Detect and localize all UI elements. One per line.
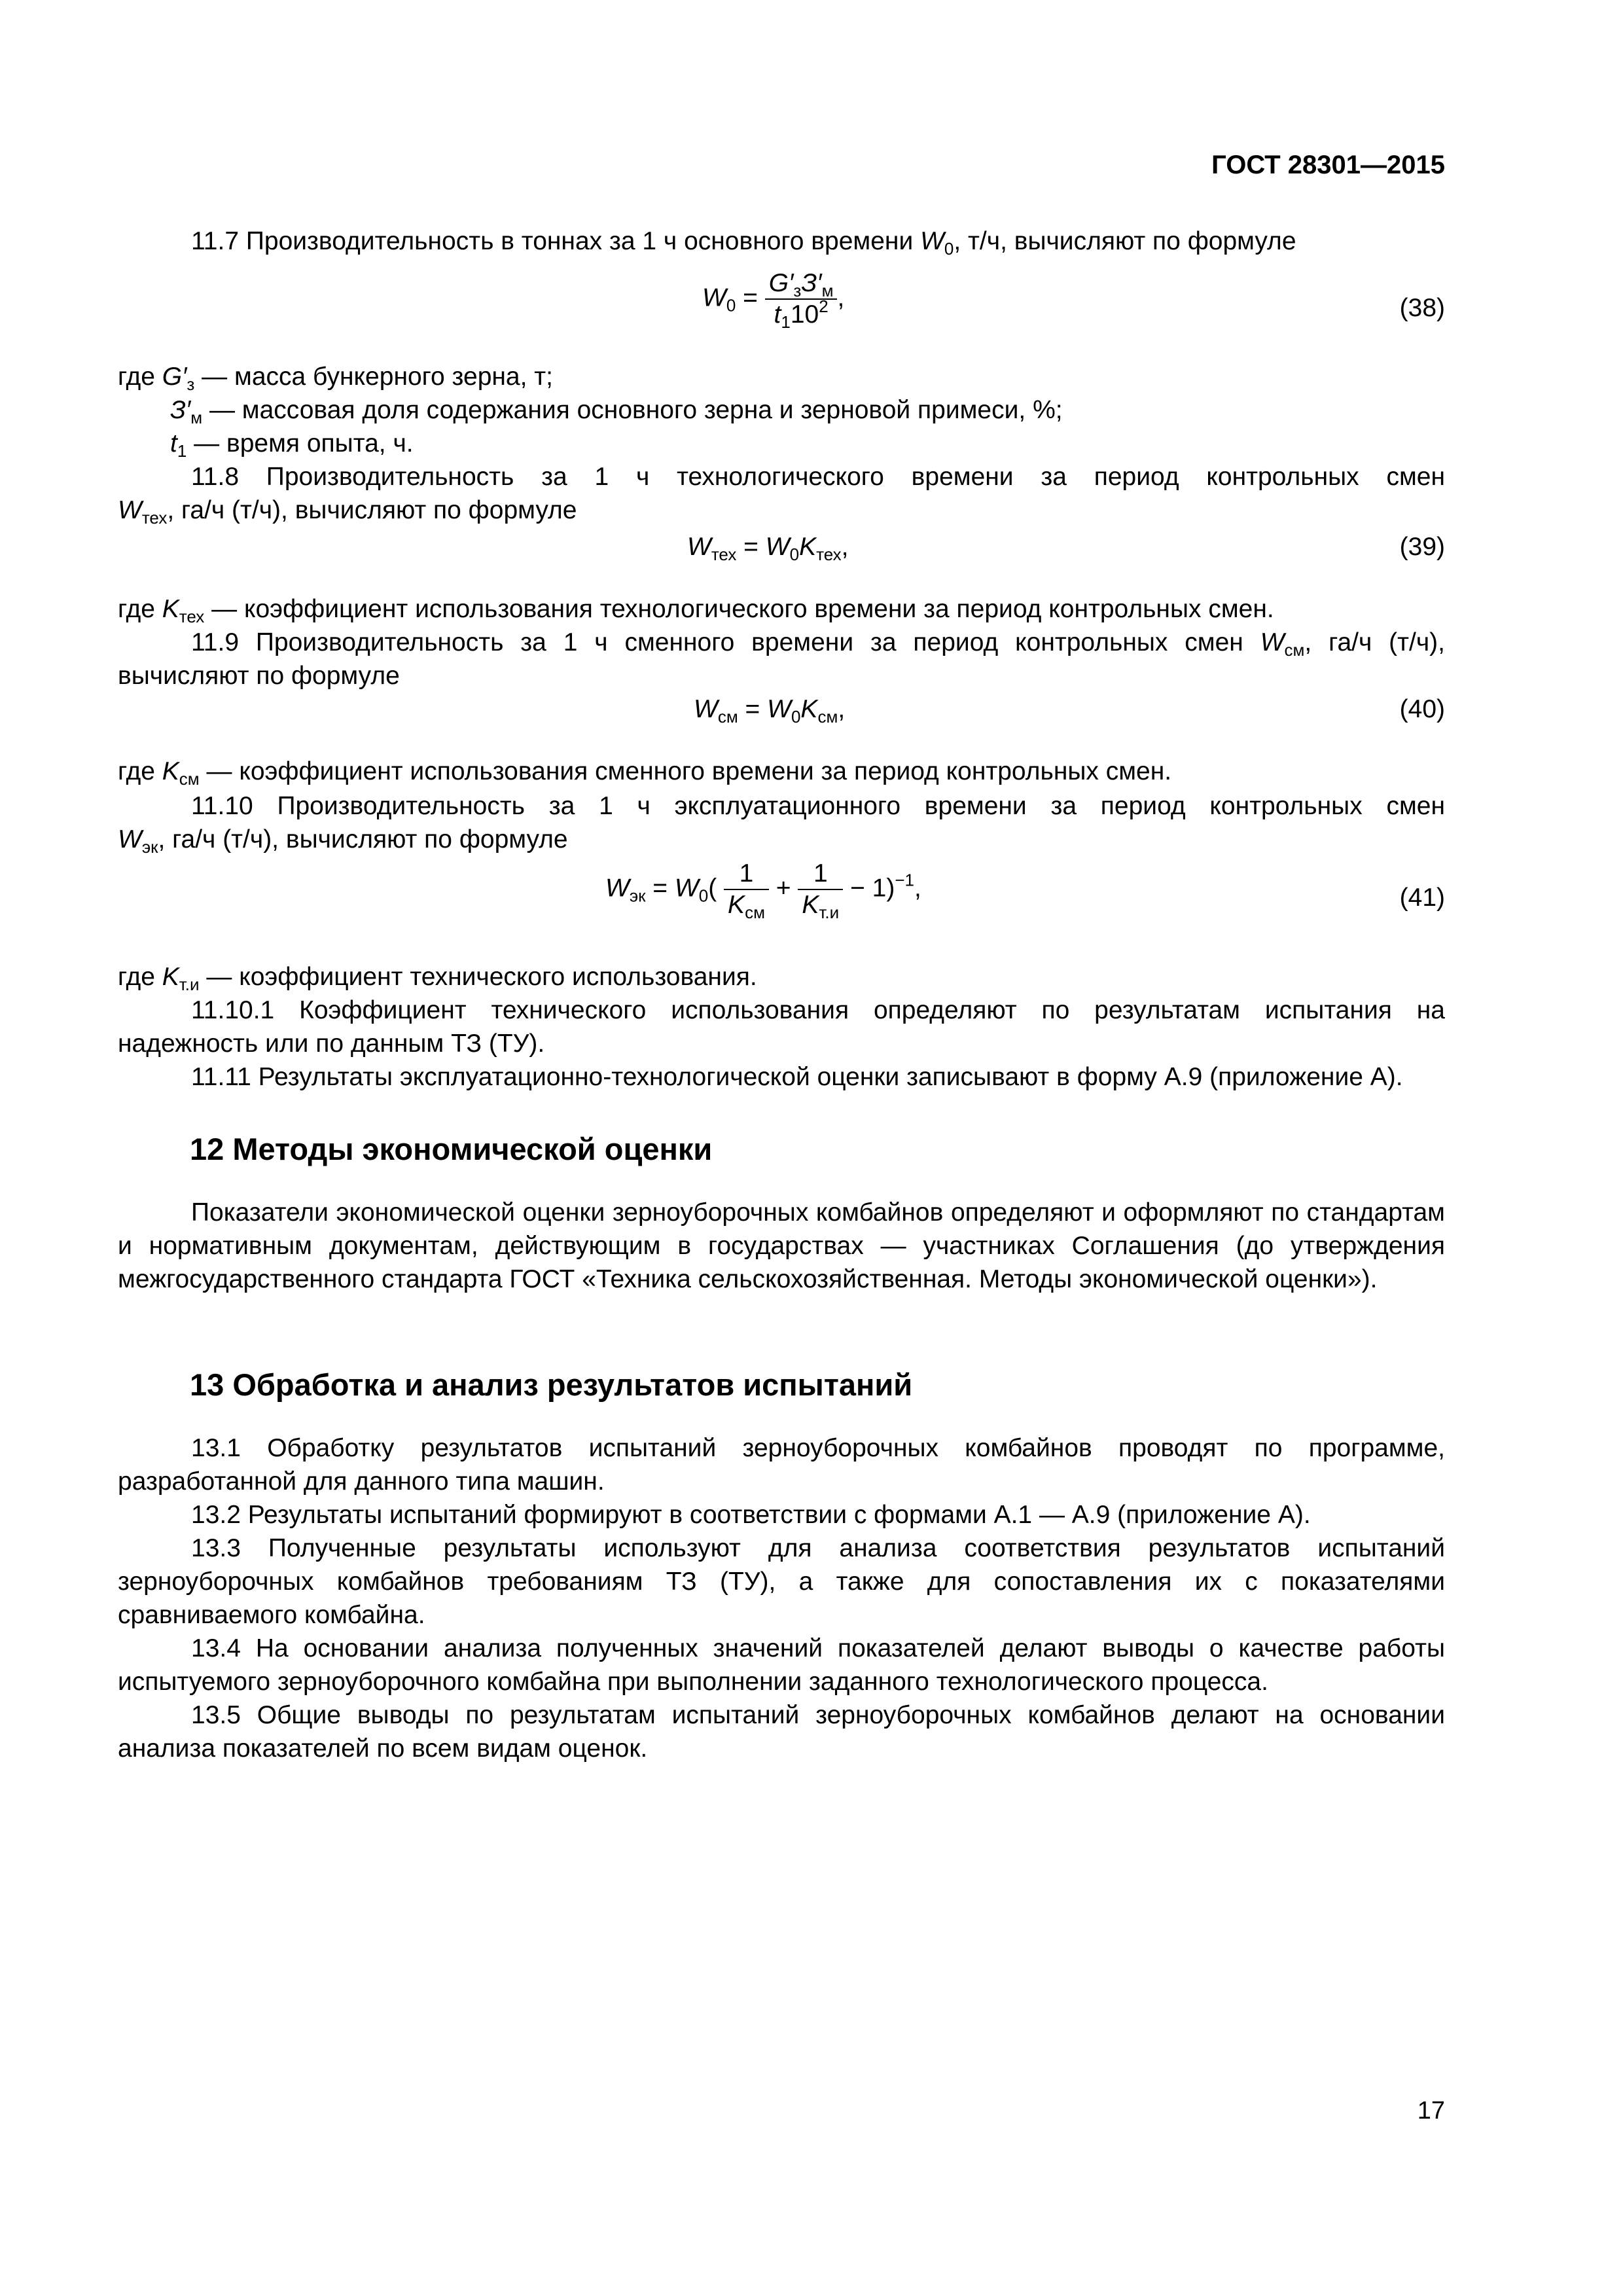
- equation-number-39: (39): [1399, 533, 1445, 561]
- where-term-Ksm: где $K_{см}$ — коэффициент использования сменного времени за период контрольных смен.: [118, 757, 1172, 789]
- fraction-ksm: $\frac{1}{K_{см}}$: [724, 859, 769, 920]
- fraction-kti: $\frac{1}{K_{т.и}}$: [798, 859, 843, 920]
- clause-11-11: 11.11 Результаты эксплуатационно-технологической оценки записывают в форму А.9 (приложение А).: [191, 1063, 1403, 1091]
- section-13-heading: 13 Обработка и анализ результатов испытаний: [190, 1367, 913, 1402]
- formula-41: $W_{эк} = W_0$( $\frac{1}{K_{см}}$ + $\frac{1}{K_{т.и}}$ − 1)$^{-1}$,: [605, 859, 921, 922]
- clause-11-7: 11.7 Производительность в тоннах за 1 ч основного времени $W_0$, т/ч, вычисляют по формуле: [191, 227, 1296, 259]
- where-term-t: $t_1$ — время опыта, ч.: [170, 429, 414, 461]
- formula-40: $W_{см} = W_0K_{см}$,: [694, 695, 846, 726]
- fraction: $\frac{G'_зЗ'_м}{t_110^2}$: [765, 268, 838, 330]
- clause-11-10-1: 11.10.1 Коэффициент технического использования определяют по результатам испытания на надежность или по данным ТЗ (ТУ).: [118, 996, 1445, 1058]
- clause-11-9-line2: вычисляют по формуле: [118, 662, 400, 690]
- clause-11-8-line1: 11.8 Производительность за 1 ч технологического времени за период контрольных смен: [191, 463, 1445, 491]
- clause-11-10-line1: 11.10 Производительность за 1 ч эксплуатационного времени за период контрольных смен: [191, 792, 1445, 820]
- clause-13-1: 13.1 Обработку результатов испытаний зерноуборочных комбайнов проводят по программе, разработанной для данного типа машин.: [118, 1434, 1445, 1496]
- formula-38: $W_0$ = $\frac{G'_зЗ'_м}{t_110^2}$ ,: [702, 269, 845, 332]
- equation-number-40: (40): [1399, 695, 1445, 723]
- document-id-header: ГОСТ 28301—2015: [1211, 151, 1445, 179]
- section-12-heading: 12 Методы экономической оценки: [190, 1132, 713, 1166]
- clause-13-3: 13.3 Полученные результаты используют для анализа соответствия результатов испытаний зерноуборочных комбайнов требованиям ТЗ (ТУ), а также для сопоставления их с показателями сравниваемого комбайна.: [118, 1534, 1445, 1629]
- equation-number-41: (41): [1399, 884, 1445, 912]
- clause-13-4: 13.4 На основании анализа полученных значений показателей делают выводы о качестве работы испытуемого зерноуборочного комбайна при выполнении заданного технологического процесса.: [118, 1634, 1445, 1696]
- clause-11-8-line2: $W_{тех}$, га/ч (т/ч), вычисляют по формуле: [118, 496, 577, 528]
- clause-13-5: 13.5 Общие выводы по результатам испытаний зерноуборочных комбайнов делают на основании анализа показателей по всем видам оценок.: [118, 1701, 1445, 1763]
- clause-13-2: 13.2 Результаты испытаний формируют в соответствии с формами А.1 — А.9 (приложение А).: [191, 1501, 1311, 1529]
- section-12-text: Показатели экономической оценки зерноуборочных комбайнов определяют и оформляют по стандартам и нормативным документам, действующим в государствах — участниках Соглашения (до утверждения межгосударственного стандарта ГОСТ «Техника сельскохозяйственная. Методы экономической оценки»).: [118, 1198, 1445, 1293]
- where-term-Z: $З'_м$ — массовая доля содержания основного зерна и зерновой примеси, %;: [170, 396, 1063, 427]
- clause-11-9-line1: 11.9 Производительность за 1 ч сменного времени за период контрольных смен $W_{см}$, га/ч (т/ч),: [191, 628, 1446, 660]
- equation-number-38: (38): [1399, 294, 1445, 322]
- page-number: 17: [1417, 2097, 1445, 2125]
- clause-11-10-line2: $W_{эк}$, га/ч (т/ч), вычисляют по формуле: [118, 825, 568, 857]
- where-term-Kti: где $K_{т.и}$ — коэффициент технического использования.: [118, 963, 757, 994]
- formula-39: $W_{тех} = W_0K_{тех}$,: [687, 533, 849, 564]
- where-term-G: где $G'_з$ — масса бункерного зерна, т;: [118, 363, 553, 394]
- where-term-Ktex: где $K_{тех}$ — коэффициент использования технологического времени за период контрольных смен.: [118, 595, 1274, 626]
